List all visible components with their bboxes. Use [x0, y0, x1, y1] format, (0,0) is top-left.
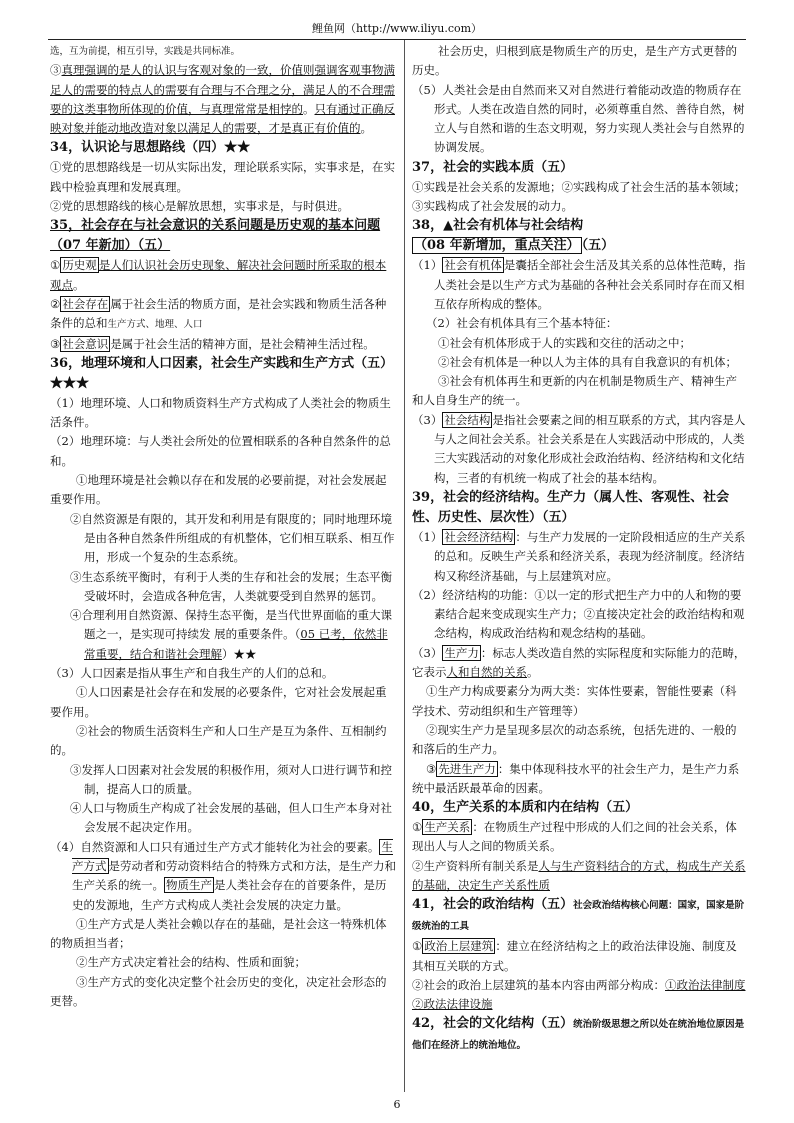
text-run: ：与生产力发展的一定阶段相适应的生产关系的总和。反映生产关系和经济关系，表现为经济制度。经济结构又称经济基础，与上层建筑对应。 — [434, 529, 746, 583]
text-run: 生产方式、地理、人口 — [107, 319, 203, 331]
text-run: ① — [412, 820, 423, 835]
text-run: 是劳动者和劳动资料结合的特殊方式和方法，是生产力和生产关系的统一。 — [72, 858, 396, 893]
paragraph — [50, 973, 396, 1012]
paragraph — [50, 606, 396, 664]
paragraph — [50, 510, 396, 568]
text-run: ②社会的物质生活资料生产和人口生产是互为条件、互相制约的。 — [50, 723, 387, 758]
paragraph — [412, 372, 746, 411]
paragraph — [50, 61, 396, 138]
boxed-term: 生产力 — [444, 645, 479, 660]
paragraph — [412, 857, 746, 896]
text-run: 38，▲社会有机体与社会结构 — [412, 218, 584, 234]
paragraph — [412, 178, 746, 217]
paragraph — [412, 818, 746, 857]
paragraph — [412, 976, 746, 1015]
paragraph — [50, 683, 396, 722]
boxed-term: 社会存在 — [62, 296, 109, 311]
text-run: 39，社会的经济结构。生产力（属人性、客观性、社会性、历史性、层次性）（五） — [412, 489, 730, 525]
section-heading — [50, 138, 396, 158]
text-run: ②现实生产力是呈现多层次的动态系统，包括先进的、一般的和落后的生产力。 — [412, 722, 737, 757]
paragraph — [50, 335, 396, 354]
text-run: ①人口因素是社会存在和发展的必要条件，它对社会发展起重要作用。 — [50, 685, 387, 719]
boxed-term: 社会经济结构 — [444, 529, 514, 544]
text-run: ③生态系统平衡时，有利于人类的生存和社会的发展；生态平衡受破坏时，会造成各种危害，人类就要受到自然界的惩罚。 — [70, 569, 392, 603]
paragraph — [50, 568, 396, 607]
boxed-term: 社会意识 — [62, 336, 109, 351]
boxed-term: 政治上层建筑 — [424, 939, 494, 954]
text-run: （5）人类社会是由自然而来又对自然进行着能动改造的物质存在形式。人类在改造自然的同时，必须尊重自然、善待自然，树立人与自然和谐的生态文明观，努力实现人类社会与自然界的协调发展。 — [412, 82, 745, 155]
text-run: ①党的思想路线是一切从实际出发，理论联系实际，实事求是，在实践中检验真理和发展真理。 — [50, 160, 395, 194]
paragraph — [50, 722, 396, 761]
boxed-term: 物质生产 — [166, 878, 212, 893]
text-run: ②生产资料所有制关系是 — [412, 858, 539, 873]
right-column — [412, 42, 746, 1056]
text-run: （1）地理环境、人口和物质资料生产方式构成了人类社会的物质生活条件。 — [50, 395, 391, 430]
underlined-text: 人和自然的关系 — [446, 665, 527, 680]
boxed-term: 生产关系 — [424, 820, 471, 835]
text-run: 42，社会的文化结构（五） — [412, 1016, 574, 1032]
underlined-text: ①政治法律制度②政法法律设施 — [412, 977, 746, 1012]
text-run: 统治阶级思想之所以处在统治地位原因是他们在经济上的统治地位。 — [412, 1019, 745, 1052]
paragraph — [412, 760, 746, 799]
text-run: 社会政治结构核心问题：国家，国家是阶级统治的工具 — [412, 900, 745, 933]
text-run: ②党的思想路线的核心是解放思想，实事求是，与时俱进。 — [50, 199, 349, 214]
text-run: ：标志人类改造自然的实际程度和实际能力的范畴，它表示 — [412, 645, 746, 680]
text-run: 是属于社会生活的精神方面，是社会精神生活过程。 — [110, 336, 375, 351]
paragraph — [50, 915, 396, 954]
section-heading — [412, 488, 746, 528]
paragraph — [412, 721, 746, 760]
paragraph — [412, 42, 746, 81]
text-run: 属于社会生活的物质方面，是社会实践和物质生活各种条件的总和 — [50, 296, 387, 331]
text-run: （1） — [412, 258, 443, 273]
text-run: （4）自然资源和人口只有通过生产方式才能转化为社会的要素。 — [50, 839, 380, 854]
text-run: ：集中体现科技水平的社会生产力，是生产力系统中最活跃最革命的因素。 — [412, 761, 740, 795]
text-run: 选，互为前提，相互引导，实践是共同标准。 — [50, 46, 241, 57]
text-run: 社会历史，归根到底是物质生产的历史，是生产方式更替的历史。 — [412, 44, 737, 78]
paragraph — [50, 158, 396, 197]
text-run: ②社会的政治上层建筑的基本内容由两部分构成： — [412, 977, 665, 992]
column-divider — [404, 40, 405, 1092]
boxed-term: 社会结构 — [444, 412, 491, 427]
boxed-term: 先进生产力 — [438, 761, 496, 776]
paragraph — [50, 256, 396, 295]
underlined-text: 35，社会存在与社会意识的关系问题是历史观的基本问题（07 年新加）（五） — [50, 218, 381, 254]
boxed-term: 生产方式 — [72, 839, 393, 873]
header-rule — [48, 39, 746, 40]
underlined-text: 05 已考，依然非常重要，结合和谐社会理解 — [84, 627, 388, 661]
underlined-text: 真理强调的是人的认识与客观对象的一致，价值则强调客观事物满足人的需要的特点人的需要有合理与不合理之分，满足人的不合理需要的这类事物所体现的价值，与真理常常是相悖的 — [50, 63, 395, 116]
section-heading — [412, 895, 746, 937]
text-run: （2）经济结构的功能：①以一定的形式把生产力中的人和物的要素结合起来变成现实生产力；②直接决定社会的政治结构和观念结构，构成政治结构和观念结构的基础。 — [412, 587, 745, 641]
text-run: 41，社会的政治结构（五） — [412, 897, 574, 913]
text-run: ②自然资源是有限的，其开发和利用是有限度的；同时地理环境是由各种自然条件所组成的有机整体，它们相互联系、相互作用，形成一个复杂的生态系统。 — [70, 511, 395, 565]
text-run: ①地理环境是社会赖以存在和发展的必要前提，对社会发展起重要作用。 — [50, 473, 387, 507]
paragraph — [412, 411, 746, 488]
paragraph — [412, 644, 746, 683]
paragraph — [412, 81, 746, 158]
section-heading — [50, 354, 396, 394]
text-run: ① — [412, 939, 423, 954]
underlined-text: 只有通过正确反映对象并能动地改造对象以满足人的需要，才是真正有价值的 — [50, 101, 395, 136]
section-heading — [412, 158, 746, 178]
paragraph — [412, 353, 746, 372]
text-run: ②生产方式决定着社会的结构、性质和面貌； — [76, 955, 306, 970]
text-run: ：建立在经济结构之上的政治法律设施、制度及其相互关联的方式。 — [412, 939, 737, 973]
text-run: ③发挥人口因素对社会发展的积极作用，须对人口进行调节和控制，提高人口的质量。 — [70, 762, 392, 796]
left-column — [50, 42, 396, 1011]
text-run: ① — [50, 258, 61, 273]
text-run: （五） — [581, 238, 615, 254]
section-heading — [412, 798, 746, 818]
paragraph — [412, 334, 746, 353]
text-run: ③ — [50, 63, 62, 78]
text-run: （2）地理环境：与人类社会所处的位置相联系的各种自然条件的总和。 — [50, 434, 391, 468]
paragraph — [412, 314, 746, 333]
text-run: 36，地理环境和人口因素，社会生产实践和生产方式（五）★★★ — [50, 355, 394, 391]
text-run: ④合理利用自然资源、保持生态平衡，是当代世界面临的重大课题之一，是实现可持续发 展的重要条件。（ — [70, 608, 392, 642]
paragraph — [412, 682, 746, 721]
underlined-text: 人与生产资料结合的方式，构成生产关系的基础，决定生产关系性质 — [412, 858, 746, 892]
text-run: ②社会有机体是一种以人为主体的具有自我意识的有机体； — [438, 354, 737, 369]
text-run: ①生产方式是人类社会赖以存在的基础，是社会这一特殊机体的物质担当者； — [50, 916, 387, 951]
paragraph — [50, 432, 396, 471]
text-run: ）★★ — [222, 646, 257, 661]
text-run: ③生产方式的变化决定整个社会历史的变化，决定社会形态的更替。 — [50, 974, 387, 1009]
section-heading — [412, 216, 746, 256]
boxed-term: （08 年新增加，重点关注） — [414, 238, 580, 254]
text-run: 34，认识论与思想路线（四）★★ — [50, 140, 251, 156]
text-run: 。 — [360, 121, 372, 136]
text-run: ④人口与物质生产构成了社会发展的基础，但人口生产本身对社会发展不起决定作用。 — [70, 801, 392, 835]
paragraph — [50, 664, 396, 683]
text-run: 是人类社会存在的首要条件，是历史的发源地，生产方式构成人类社会发展的决定力量。 — [72, 878, 387, 912]
page-header: 鲤鱼网（http://www.iliyu.com） — [311, 22, 483, 35]
text-run: 。 — [527, 665, 539, 680]
page-number: 6 — [393, 1098, 401, 1111]
paragraph — [412, 528, 746, 586]
underlined-text: 是人们认识社会历史现象、解决社会问题时所采取的根本观点 — [50, 258, 387, 292]
text-run: （2）社会有机体具有三个基本特征： — [426, 316, 618, 331]
paragraph — [50, 394, 396, 433]
text-run: ：在物质生产过程中形成的人们之间的社会关系，体现出人与人之间的物质关系。 — [412, 820, 737, 854]
paragraph — [412, 256, 746, 314]
text-run: ② — [50, 296, 61, 311]
paragraph — [50, 761, 396, 800]
text-run: 。 — [303, 101, 315, 116]
text-run: （3）人口因素是指从事生产和自我生产的人们的总和。 — [50, 666, 334, 681]
text-run: （1） — [412, 529, 443, 544]
text-run: ③ — [50, 336, 61, 351]
text-run: 。 — [73, 277, 85, 292]
text-run: （3） — [412, 412, 443, 427]
text-run: ①社会有机体形成于人的实践和交往的活动之中； — [438, 335, 691, 350]
paragraph — [50, 197, 396, 216]
text-run: ①生产力构成要素分为两大类：实体性要素，智能性要素（科学技术、劳动组织和生产管理等） — [412, 684, 737, 718]
boxed-term: 社会有机体 — [444, 258, 502, 273]
text-run: ①实践是社会关系的发源地；②实践构成了社会生活的基本领域；③实践构成了社会发展的动力。 — [412, 179, 746, 214]
paragraph — [412, 586, 746, 644]
paragraph — [50, 799, 396, 838]
paragraph — [50, 42, 396, 61]
section-heading — [412, 1014, 746, 1056]
paragraph — [50, 471, 396, 510]
section-heading — [50, 216, 396, 256]
text-run: 37，社会的实践本质（五） — [412, 159, 574, 175]
text-run: ③ — [426, 761, 437, 776]
paragraph — [50, 953, 396, 972]
text-run: ③社会有机体再生和更新的内在机制是物质生产、精神生产和人自身生产的统一。 — [412, 374, 737, 408]
text-run: 是指社会要素之间的相互联系的方式，其内容是人与人之间社会关系。社会关系是在人实践活动中形成的，人类三大实践活动的对象化形成社会政治结构、经济结构和文化结构，三者的有机统一构成了社会的基本结构。 — [434, 412, 746, 485]
text-run: （3） — [412, 645, 443, 660]
boxed-term: 历史观 — [62, 258, 97, 273]
paragraph — [50, 838, 396, 915]
paragraph — [50, 295, 396, 335]
text-run: 40，生产关系的本质和内在结构（五） — [412, 800, 639, 816]
text-run: 是囊括全部社会生活及其关系的总体性范畴，指人类社会是以生产方式为基础的各种社会关系同时存在而又相互依存所构成的整体。 — [434, 258, 746, 311]
paragraph — [412, 937, 746, 976]
